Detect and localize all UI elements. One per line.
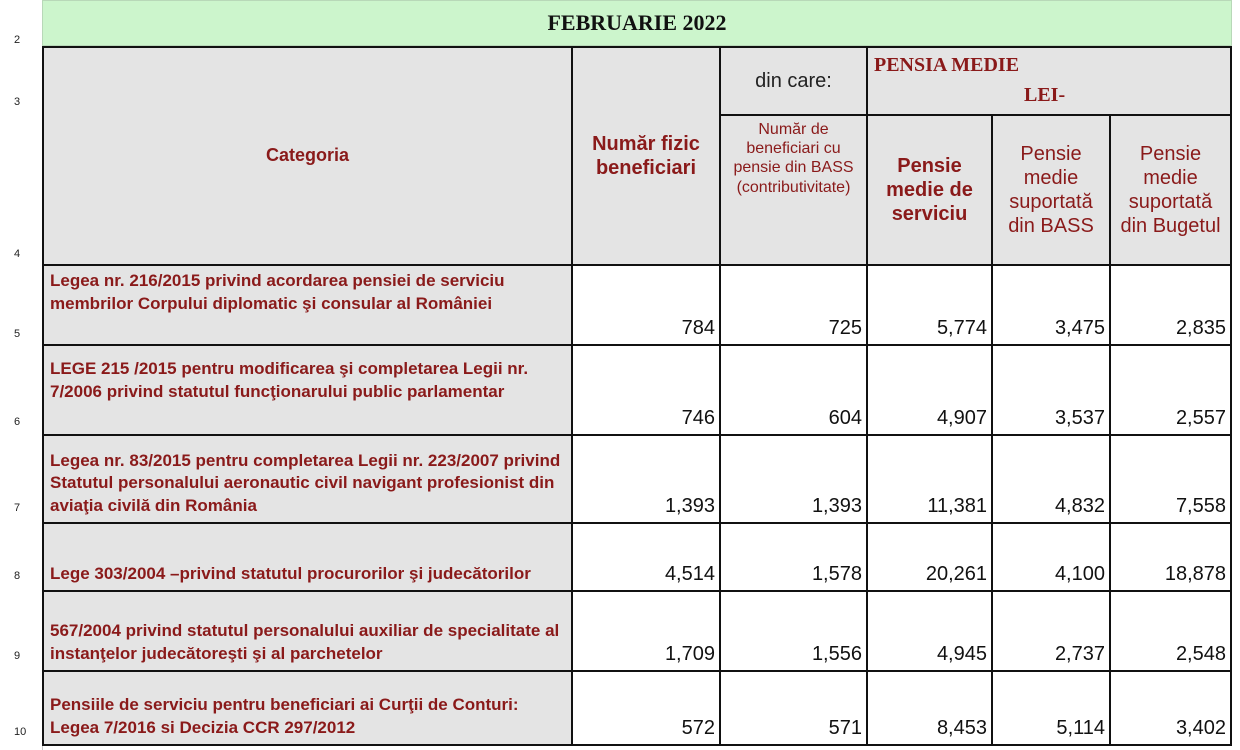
category-text: Legea nr. 83/2015 pentru completarea Legii nr. 223/2007 privind Statutul personalului aeronautic civil navigant profesionist din aviaţia civilă din România: [50, 450, 561, 516]
pensie-serviciu-cell[interactable]: 11,381: [866, 434, 993, 524]
row-number[interactable]: 2: [14, 34, 21, 46]
header-pensie-bass[interactable]: Pensie medie suportată din BASS: [991, 114, 1111, 266]
pensie-buget-cell[interactable]: 2,548: [1109, 590, 1232, 672]
header-lei: LEI-: [1024, 84, 1066, 106]
row-number[interactable]: 9: [14, 650, 21, 662]
pensie-buget-cell[interactable]: 18,878: [1109, 522, 1232, 592]
pensie-serviciu-cell[interactable]: 20,261: [866, 522, 993, 592]
numar-bass-cell[interactable]: 571: [719, 670, 868, 746]
numar-fizic-cell[interactable]: 4,514: [571, 522, 721, 592]
pensie-bass-cell[interactable]: 5,114: [991, 670, 1111, 746]
pensie-serviciu-cell[interactable]: 4,945: [866, 590, 993, 672]
pensie-serviciu-cell[interactable]: 4,907: [866, 344, 993, 436]
numar-fizic-cell[interactable]: 572: [571, 670, 721, 746]
category-text: 567/2004 privind statutul personalului auxiliar de specialitate al instanţelor judecătoreşti şi al parchetelor: [50, 621, 560, 664]
numar-bass-cell[interactable]: 1,556: [719, 590, 868, 672]
pensie-buget-cell[interactable]: 2,835: [1109, 264, 1232, 346]
category-cell[interactable]: [42, 590, 573, 672]
numar-bass-cell[interactable]: 1,578: [719, 522, 868, 592]
pensie-bass-cell[interactable]: 4,100: [991, 522, 1111, 592]
pensie-serviciu-cell[interactable]: 8,453: [866, 670, 993, 746]
category-cell[interactable]: [42, 670, 573, 746]
pensie-bass-cell[interactable]: 3,537: [991, 344, 1111, 436]
header-din-care[interactable]: din care:: [719, 46, 868, 116]
numar-bass-cell[interactable]: 725: [719, 264, 868, 346]
category-cell[interactable]: Legea nr. 216/2015 privind acordarea pensiei de serviciu membrilor Corpului diplomatic şi consular al României: [42, 264, 573, 346]
numar-fizic-cell[interactable]: 1,709: [571, 590, 721, 672]
pensie-buget-cell[interactable]: 2,557: [1109, 344, 1232, 436]
category-text: Lege 303/2004 –privind statutul procurorilor şi judecătorilor: [50, 564, 531, 584]
header-numar-bass[interactable]: Număr de beneficiari cu pensie din BASS (contributivitate): [719, 114, 868, 266]
numar-bass-cell[interactable]: 604: [719, 344, 868, 436]
category-cell[interactable]: [42, 522, 573, 592]
numar-fizic-cell[interactable]: 784: [571, 264, 721, 346]
pensie-bass-cell[interactable]: 3,475: [991, 264, 1111, 346]
row-number[interactable]: 8: [14, 570, 21, 582]
pensie-buget-cell[interactable]: 3,402: [1109, 670, 1232, 746]
row-number[interactable]: 7: [14, 502, 21, 514]
category-cell[interactable]: [42, 434, 573, 524]
row-header-gutter: [0, 0, 43, 750]
header-numar-fizic[interactable]: Număr fizic beneficiari: [571, 46, 721, 266]
pensie-bass-cell[interactable]: 2,737: [991, 590, 1111, 672]
numar-fizic-cell[interactable]: 746: [571, 344, 721, 436]
pensie-buget-cell[interactable]: 7,558: [1109, 434, 1232, 524]
pensie-bass-cell[interactable]: 4,832: [991, 434, 1111, 524]
header-pensie-buget[interactable]: Pensie medie suportată din Bugetul: [1109, 114, 1232, 266]
header-pensia-medie: PENSIA MEDIE: [874, 54, 1020, 76]
header-pensie-serviciu[interactable]: Pensie medie de serviciu: [866, 114, 993, 266]
pensie-serviciu-cell[interactable]: 5,774: [866, 264, 993, 346]
row-number[interactable]: 6: [14, 416, 21, 428]
numar-bass-cell[interactable]: 1,393: [719, 434, 868, 524]
header-categoria[interactable]: Categoria: [42, 46, 573, 266]
numar-fizic-cell[interactable]: 1,393: [571, 434, 721, 524]
row-number[interactable]: 10: [14, 726, 27, 738]
row-number[interactable]: 3: [14, 96, 21, 108]
sheet-title[interactable]: FEBRUARIE 2022: [42, 0, 1232, 46]
header-pensia-medie-group[interactable]: [866, 46, 1232, 116]
category-text: Pensiile de serviciu pentru beneficiari ai Curţii de Conturi: Legea 7/2016 si Decizia CCR 297/2012: [50, 695, 519, 738]
row-number[interactable]: 5: [14, 328, 21, 340]
row-number[interactable]: 4: [14, 248, 21, 260]
category-cell[interactable]: LEGE 215 /2015 pentru modificarea şi completarea Legii nr. 7/2006 privind statutul funcţionarului public parlamentar: [42, 344, 573, 436]
